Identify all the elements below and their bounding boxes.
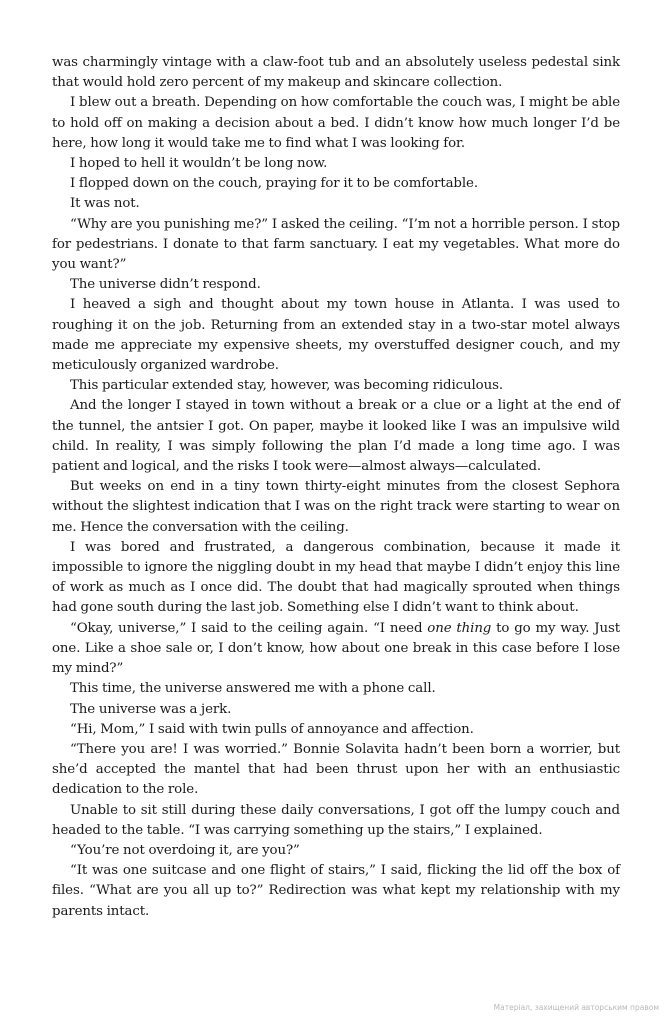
text-run: But weeks on end in a tiny town thirty-eight minutes from the closest Sephora without the slightest indication that I was on the right track were starting to wear on me. Hence the conversation with the ceiling. xyxy=(52,479,620,535)
text-run: The universe didn’t respond. xyxy=(70,277,261,293)
paragraph xyxy=(52,619,620,680)
text-run: I blew out a breath. Depending on how comfortable the couch was, I might be able to hold off on making a decision about a bed. I didn’t know how much longer I’d be here, how long it would take me to find what I was looking for. xyxy=(52,95,620,151)
copyright-watermark: Матеріал, захищений авторським правом xyxy=(493,1003,659,1012)
paragraph xyxy=(52,740,620,801)
paragraph xyxy=(52,53,620,93)
paragraph xyxy=(52,174,620,194)
text-run: I flopped down on the couch, praying for it to be comfortable. xyxy=(70,176,478,192)
text-run: was charmingly vintage with a claw-foot tub and an absolutely useless pedestal sink that would hold zero percent of my makeup and skincare collection. xyxy=(52,55,620,91)
paragraph xyxy=(52,720,620,740)
text-run: The universe was a jerk. xyxy=(70,701,232,717)
paragraph xyxy=(52,215,620,276)
paragraph xyxy=(52,93,620,154)
paragraph xyxy=(52,841,620,861)
paragraph xyxy=(52,154,620,174)
text-run: “Hi, Mom,” I said with twin pulls of annoyance and affection. xyxy=(70,721,474,737)
text-run: This time, the universe answered me with a phone call. xyxy=(70,681,436,697)
paragraph xyxy=(52,801,620,841)
paragraph xyxy=(52,376,620,396)
text-run: I hoped to hell it wouldn’t be long now. xyxy=(70,156,328,172)
text-run: This particular extended stay, however, was becoming ridiculous. xyxy=(70,378,503,394)
italic-text: one thing xyxy=(427,620,492,636)
paragraph xyxy=(52,275,620,295)
text-run: “It was one suitcase and one flight of stairs,” I said, flicking the lid off the box of files. “What are you all up to?” Redirection was what kept my relationship with my parents intact. xyxy=(52,863,620,919)
text-run: “Okay, universe,” I said to the ceiling again. “I need xyxy=(70,620,428,636)
text-run: Unable to sit still during these daily conversations, I got off the lumpy couch and headed to the table. “I was carrying something up the stairs,” I explained. xyxy=(52,802,620,838)
text-run: to go my way. Just one. Like a shoe sale or, I don’t know, how about one break in this case before I lose my mind?” xyxy=(52,620,621,677)
text-run: “There you are! I was worried.” Bonnie Solavita hadn’t been born a worrier, but she’d accepted the mantel that had been thrust upon her with an enthusiastic dedication to the role. xyxy=(52,741,620,798)
paragraph xyxy=(52,194,620,214)
paragraph xyxy=(52,861,620,922)
paragraph xyxy=(52,477,620,538)
paragraph xyxy=(52,679,620,699)
book-page-text xyxy=(52,53,620,922)
paragraph xyxy=(52,295,620,376)
text-run: “Why are you punishing me?” I asked the ceiling. “I’m not a horrible person. I stop for pedestrians. I donate to that farm sanctuary. I eat my vegetables. What more do you want?” xyxy=(52,216,620,273)
paragraph xyxy=(52,396,620,477)
paragraph xyxy=(52,538,620,619)
text-run: I heaved a sigh and thought about my town house in Atlanta. I was used to roughing it on the job. Returning from an extended stay in a two-star motel always made me appreciate my expensive sheets, my overstuffed designer couch, and my meticulously organized wardrobe. xyxy=(52,297,620,374)
text-run: It was not. xyxy=(70,196,140,212)
text-run: I was bored and frustrated, a dangerous combination, because it made it impossible to ignore the niggling doubt in my head that maybe I didn’t enjoy this line of work as much as I once did. The doubt that had magically sprouted when things had gone south during the last job. Something else I didn’t want to think about. xyxy=(52,539,620,616)
paragraph xyxy=(52,700,620,720)
text-run: “You’re not overdoing it, are you?” xyxy=(70,842,300,858)
text-run: And the longer I stayed in town without a break or a clue or a light at the end of the tunnel, the antsier I got. On paper, maybe it looked like I was an impulsive wild child. In reality, I was simply following the plan I’d made a long time ago. I was patient and logical, and the risks I took were—almost always—calculated. xyxy=(52,398,620,475)
